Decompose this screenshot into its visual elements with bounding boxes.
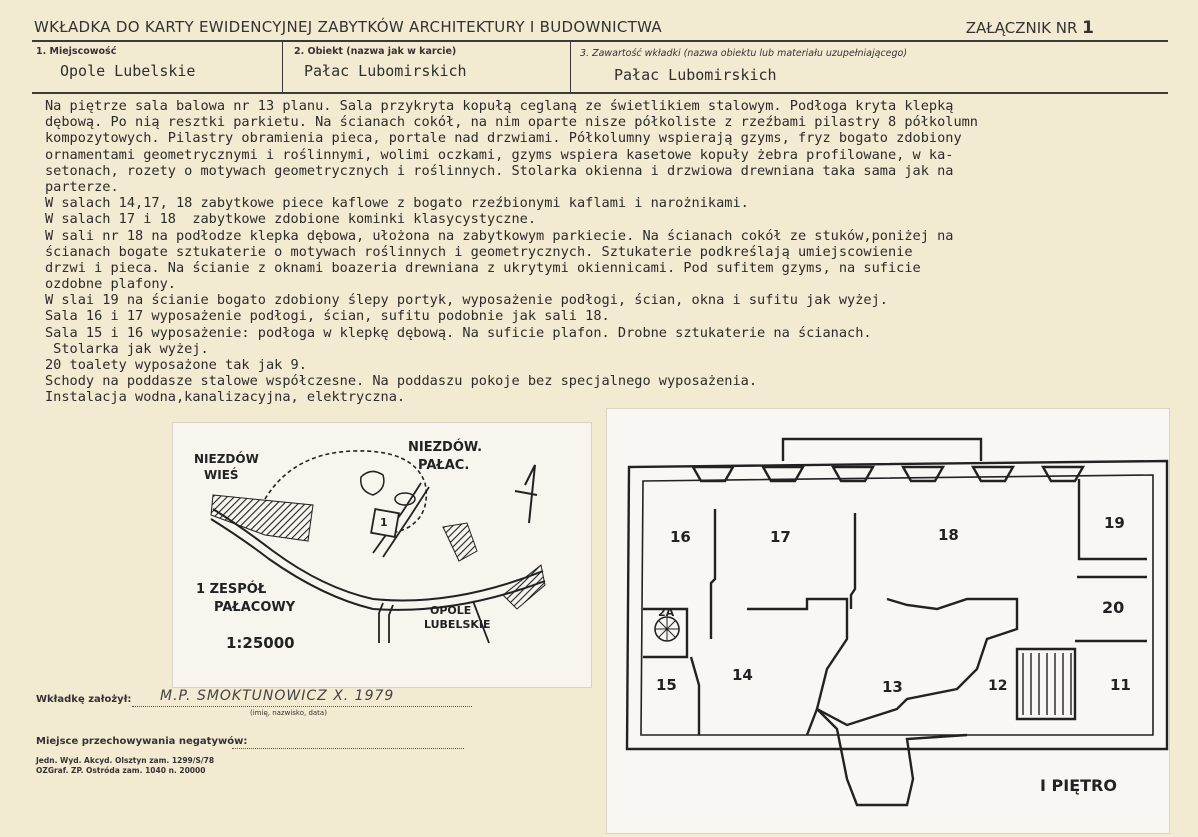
description-line: kompozytowych. Pilastry obramienia pieca, portale nad drzwiami. Półkolumny wspierają gzyms, fryz bogato zdobiony: [45, 130, 962, 147]
field-divider-1: [282, 42, 283, 92]
description-line: setonach, rozety o motywach geometrycznych i roślinnych. Stolarka okienna i drzwiowa drewniana taka sama jak na: [45, 162, 954, 179]
palace-area: [443, 523, 477, 561]
balcony: [783, 439, 981, 461]
negatives-label: Miejsce przechowywania negatywów:: [36, 736, 248, 747]
wall-17-18: [851, 513, 855, 609]
header-rule: [32, 40, 1168, 42]
description-line: W slai 19 na ścianie bogato zdobiony ślepy portyk, wyposażenie podłogi, ścian, okna i sufitu jak wyżej.: [45, 292, 888, 309]
description-line: W salach 14,17, 18 zabytkowe piece kaflowe z bogato rzeźbionymi kaflami i narożnikami.: [45, 195, 749, 212]
room-11: 11: [1110, 676, 1131, 694]
print-info-line-1: Jedn. Wyd. Akcyd. Olsztyn zam. 1299/S/78: [36, 756, 215, 765]
fields-bottom-rule: [32, 92, 1168, 94]
map-complex-label-1: 1 ZESPÓŁ: [196, 582, 267, 597]
description-line: ornamentami geometrycznymi i roślinnymi, wolimi oczkami, gzyms wspiera kasetowe kopuły żebra profilowane, w ka-: [45, 146, 954, 163]
content-value: Pałac Lubomirskich: [614, 66, 777, 84]
negatives-dotted-line: [232, 748, 464, 749]
object-label: 2. Obiekt (nazwa jak w karcie): [294, 46, 457, 57]
floor-plan-title: I PIĘTRO: [1040, 776, 1117, 795]
author-hint: (imię, nazwisko, data): [250, 709, 327, 717]
author-label: Wkładkę założył:: [36, 694, 132, 705]
room-17: 17: [770, 528, 791, 546]
map-palace-label-1: NIEZDÓW.: [408, 440, 483, 455]
floor-plan: [606, 408, 1170, 834]
description-line: Instalacja wodna,kanalizacyjna, elektryczna.: [45, 389, 406, 406]
room-20: 20: [1102, 598, 1125, 617]
map-scale: 1:25000: [226, 634, 295, 652]
pond-2: [395, 493, 415, 505]
staircase-box: [1017, 649, 1075, 719]
description-line: Sala 15 i 16 wyposażenie: podłoga w klepkę dębową. Na suficie plafon. Drobne sztukaterie na ścianach.: [45, 324, 872, 341]
description-line: W sali nr 18 na podłodze klepka dębowa, ułożona na zabytkowym parkiecie. Na ścianach cokół ze stuków,poniżej na: [45, 227, 954, 244]
author-dotted-line: [132, 706, 472, 707]
map-palace-label-2: PAŁAC.: [418, 458, 470, 473]
map-village-label-1: NIEZDÓW: [194, 452, 259, 466]
locality-value: Opole Lubelskie: [60, 62, 196, 80]
pond-1: [361, 471, 384, 495]
locality-label: 1. Miejscowość: [36, 46, 117, 57]
description-line: drzwi i pieca. Na ścianie z oknami boazeria drewniana z ukrytymi okiennicami. Pod sufitem gzyms, na suficie: [45, 259, 921, 276]
description-line: Na piętrze sala balowa nr 13 planu. Sala przykryta kopułą ceglaną ze świetlikiem stalowym. Podłoga kryta klepką: [45, 98, 954, 114]
print-info-line-2: OZGraf. ZP. Ostróda zam. 1040 n. 20000: [36, 766, 206, 775]
map-town-label-1: OPOLE: [430, 604, 472, 617]
map-marker-number: 1: [380, 516, 388, 529]
description-text: [45, 98, 1165, 406]
content-label: 3. Zawartość wkładki (nazwa obiektu lub materiału uzupełniającego): [580, 48, 908, 59]
form-title: WKŁADKA DO KARTY EWIDENCYJNEJ ZABYTKÓW ARCHITEKTURY I BUDOWNICTWA: [34, 18, 662, 36]
room-19: 19: [1104, 514, 1125, 532]
room-12: 12: [988, 678, 1008, 694]
description-line: ozdobne plafony.: [45, 276, 176, 293]
author-signature: M.P. SMOKTUNOWICZ X. 1979: [160, 688, 395, 704]
description-line: Sala 16 i 17 wyposażenie podłogi, ścian, sufitu podobnie jak sali 18.: [45, 308, 610, 325]
description-line: parterze.: [45, 178, 119, 195]
description-line: W salach 17 i 18 zabytkowe zdobione kominki klasycystyczne.: [45, 211, 537, 228]
central-hall: [747, 599, 1017, 725]
annex-number: [966, 18, 1094, 38]
floor-plan-drawing: [607, 409, 1169, 833]
map-village-label-2: WIEŚ: [204, 468, 239, 482]
map-complex-label-2: PAŁACOWY: [214, 600, 296, 615]
print-info: [36, 756, 214, 776]
room-15: 15: [656, 676, 677, 694]
annex-label: ZAŁĄCZNIK NR: [965, 19, 1078, 37]
map-town-label-2: LUBELSKIE: [424, 618, 491, 631]
room-14: 14: [732, 666, 753, 684]
description-line: 20 toalety wyposażone tak jak 9.: [45, 357, 307, 373]
annex-number-value: 1: [1082, 18, 1094, 38]
description-line: dębową. Po nią resztki parkietu. Na ścianach cokół, na nim oparte nisze półkoliste z rzeźbami pilastry 8 półkolumn: [45, 114, 978, 131]
town-area: [503, 565, 545, 609]
room-16: 16: [670, 528, 691, 546]
description-line: ścianach bogate sztukaterie o motywach roślinnych i geometrycznych. Sztukaterie podkreślają umiejscowienie: [45, 243, 913, 260]
wall-14-15: [691, 657, 699, 735]
room-18: 18: [938, 526, 959, 544]
description-line: Schody na poddasze stalowe współczesne. Na poddaszu pokoje bez specjalnego wyposażenia.: [45, 373, 758, 390]
object-value: Pałac Lubomirskich: [304, 62, 467, 80]
room-2a: 2A: [658, 606, 675, 619]
room-13: 13: [882, 678, 903, 696]
north-arrow-icon: [515, 465, 537, 523]
outer-wall: [627, 461, 1167, 749]
wall-16-17: [711, 509, 715, 639]
field-divider-2: [570, 42, 571, 92]
bottom-bay: [807, 709, 967, 805]
description-line: Stolarka jak wyżej.: [45, 340, 209, 357]
